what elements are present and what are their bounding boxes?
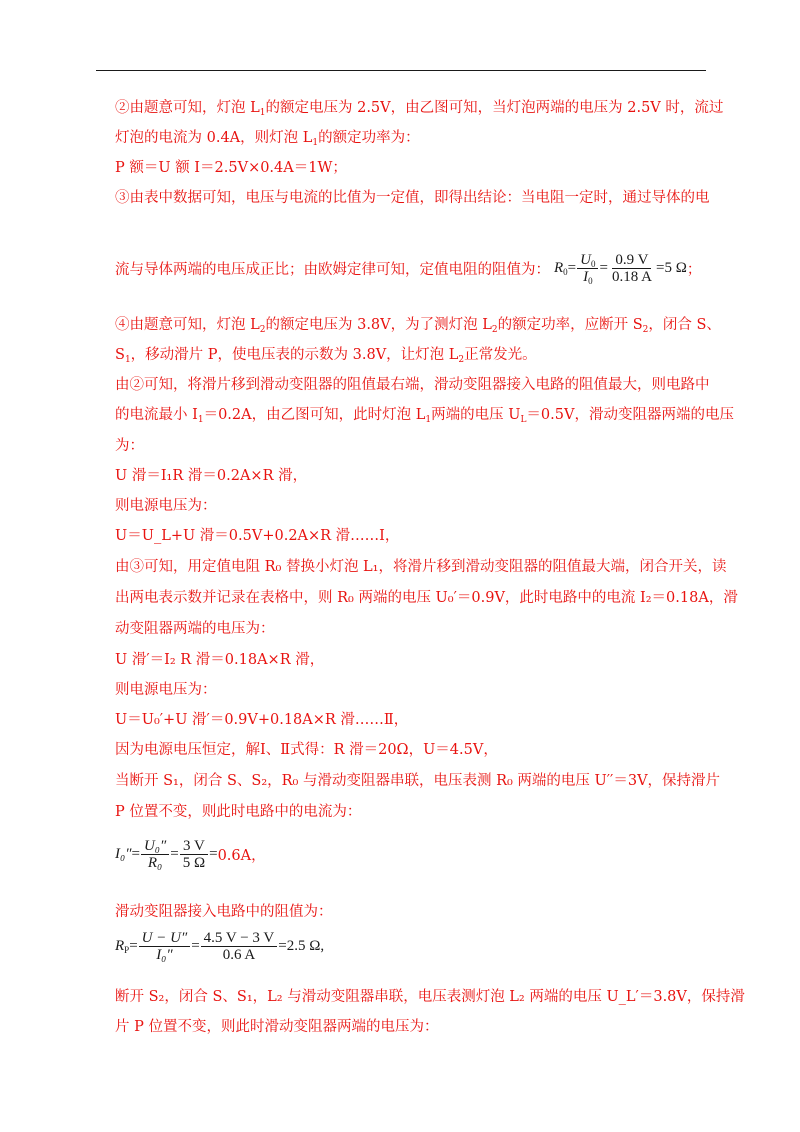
text-line: 因为电源电压恒定，解Ⅰ、Ⅱ式得：R 滑＝20Ω，U＝4.5V， [115, 742, 498, 758]
header-rule [96, 70, 706, 71]
text-line: 则电源电压为： [115, 682, 217, 698]
text-line: P 额＝U 额 I＝2.5V×0.4A＝1W； [115, 160, 347, 176]
current-equation: I₀″= $\frac{\text{U₀″}}{\text{R₀}}$ = $\frac{3 V}{5 \Omega}$ = 0.6A， [115, 838, 266, 871]
text-line: 由②可知，将滑片移到滑动变阻器的阻值最右端，滑动变阻器接入电路的阻值最大，则电路中 [115, 377, 710, 393]
resistance-equation: $R_0=$ $\frac{U_0}{I_0}$ = $\frac{0.9 V}{0.18 A}$ =5 Ω [554, 252, 687, 286]
text-line: 断开 S₂，闭合 S、S₁，L₂ 与滑动变阻器串联，电压表测灯泡 L₂ 两端的电压 U_L′＝3.8V，保持滑 [115, 989, 745, 1005]
ohm-law-line: 流与导体两端的电压成正比；由欧姆定律可知，定值电阻的阻值为： $R_0=$ $\frac{U_0}{I_0}$ = $\frac{0.9 V}{0.18 A}$ =5 Ω ； [115, 252, 702, 286]
text-line: 出两电表示数并记录在表格中，则 R₀ 两端的电压 U₀′＝0.9V，此时电路中的电流 I₂＝0.18A，滑 [115, 590, 738, 606]
text-line: 灯泡的电流为 0.4A，则灯泡 $L_1$的额定功率为： [115, 130, 420, 148]
text-line: 流与导体两端的电压成正比；由欧姆定律可知，定值电阻的阻值为： [115, 262, 550, 278]
text-line: 动变阻器两端的电压为： [115, 621, 275, 637]
text-line: U＝U₀′+U 滑′＝0.9V+0.18A×R 滑……Ⅱ， [115, 712, 409, 728]
text-line: 当断开 S₁，闭合 S、S₂，R₀ 与滑动变阻器串联，电压表测 R₀ 两端的电压 U′′＝3V，保持滑片 [115, 773, 721, 789]
text-line: 片 P 位置不变，则此时滑动变阻器两端的电压为： [115, 1019, 439, 1035]
text-line: 的电流最小 $I_1=0.2A$，由乙图可知，此时灯泡 $L_1$两端的电压 $U_L=0.5V$，滑动变阻器两端的电压 [115, 407, 734, 425]
text-line: ②由题意可知，灯泡 $L_1$的额定电压为 2.5V，由乙图可知，当灯泡两端的电压为 2.5V 时，流过 [115, 100, 724, 118]
text-line: U 滑＝I₁R 滑＝0.2A×R 滑， [115, 468, 308, 484]
text-line: P 位置不变，则此时电路中的电流为： [115, 804, 362, 820]
text-line: $S_1$，移动滑片 P，使电压表的示数为 3.8V，让灯泡 $L_2$正常发光。 [115, 347, 537, 365]
text-line: 由③可知，用定值电阻 R₀ 替换小灯泡 L₁，将滑片移到滑动变阻器的阻值最大端，闭合开关，读 [115, 559, 727, 575]
text-line: ③由表中数据可知，电压与电流的比值为一定值，即得出结论：当电阻一定时，通过导体的电 [115, 190, 710, 206]
text-line: U 滑′＝I₂ R 滑＝0.18A×R 滑， [115, 652, 325, 668]
rp-equation: $R_P=$ $\frac{U - U''}{\text{I₀″}}$ = $\frac{4.5 V - 3 V}{0.6 A}$ =2.5 Ω, [115, 930, 325, 963]
text-line: U＝U_L+U 滑＝0.5V+0.2A×R 滑……Ⅰ， [115, 528, 400, 544]
text-line: ④由题意可知，灯泡 $L_2$的额定电压为 3.8V，为了测灯泡 $L_2$的额定功率，应断开 $S_2$，闭合 S、 [115, 317, 721, 335]
text-line: 为： [115, 438, 144, 454]
text-line: 滑动变阻器接入电路中的阻值为： [115, 904, 333, 920]
text-line: 则电源电压为： [115, 498, 217, 514]
